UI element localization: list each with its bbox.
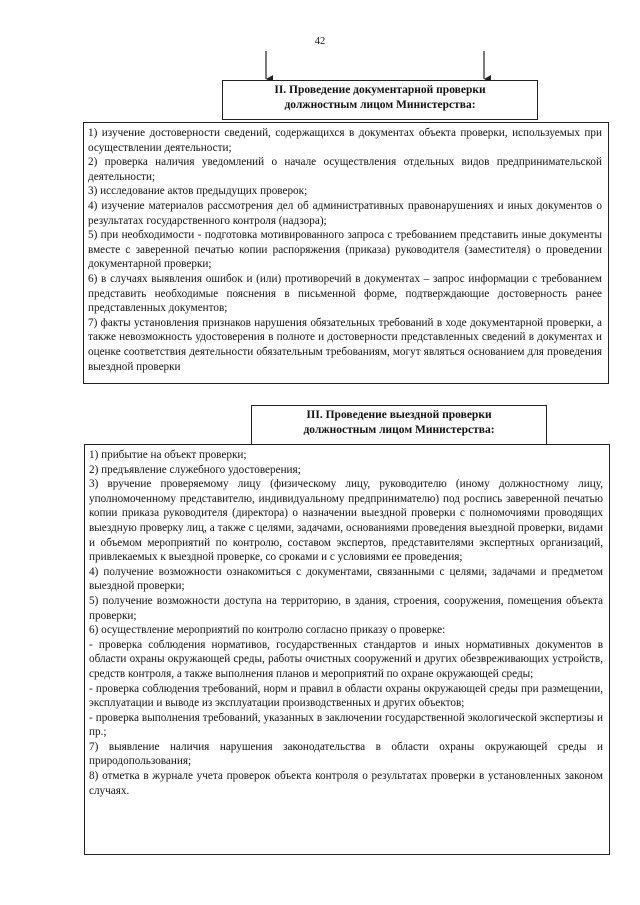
- section2-item: 3) исследование актов предыдущих проверок;: [88, 185, 308, 198]
- section2-item: 2) проверка наличия уведомлений о начале осуществления отдельных видов предпринимательской деятельности;: [88, 156, 602, 183]
- section2-item: 6) в случаях выявления ошибок и (или) противоречий в документах – запрос информации с требованием представить необходимые пояснения в письменной форме, подтверждающие достоверность ранее представленных документов;: [88, 272, 602, 315]
- section3-item: 1) прибытие на объект проверки;: [89, 449, 247, 461]
- section3-item: 8) отметка в журнале учета проверок объекта контроля о результатах проверки в установленных законом случаях.: [89, 770, 603, 797]
- section3-item: - проверка выполнения требований, указанных в заключении государственной экологической экспертизы и пр.;: [89, 711, 603, 739]
- section2-header: [222, 80, 538, 120]
- section2-item: 1) изучение достоверности сведений, содержащихся в документах объекта проверки, используемых при осуществлении деятельности;: [88, 127, 602, 154]
- section3-item: 3) вручение проверяемому лицу (физическому лицу, руководителю (иному должностному лицу, уполномоченному представителю, индивидуальному предпринимателю) под роспись заверенной печатью копии приказа руководителя (директора) о назначении выездной проверки с полномочиями проводящих выездную проверку лиц, а также с целями, задачами, основаниями проведения выездной проверки, видами и объемом мероприятий по контролю, составом экспертов, представителями экспертных организаций, привлекаемых к выездной проверке, со сроками и с условиями ее проведения;: [89, 478, 603, 564]
- section2-item: 7) факты установления признаков нарушения обязательных требований в ходе документарной проверки, а также невозможность удостоверения в полноте и достоверности представленных сведений в документах и оценке соответствия деятельности обязательным требованиям, могут являться основанием для проведения выездной проверки: [88, 316, 602, 373]
- section3-item: - проверка соблюдения требований, норм и правил в области охраны окружающей среды при размещении, эксплуатации и выводе из эксплуатации производственных и других объектов;: [89, 682, 603, 710]
- section3-item: 6) осуществление мероприятий по контролю согласно приказу о проверке:: [89, 624, 446, 637]
- section3-header-line2: должностным лицом Министерства:: [303, 424, 495, 436]
- section3-item: 4) получение возможности ознакомиться с документами, связанными с целями, задачами и предметом выездной проверки;: [89, 565, 603, 593]
- section3-header-line1: III. Проведение выездной проверки: [306, 409, 492, 421]
- section3-header: [251, 405, 547, 445]
- section2-item: 5) при необходимости - подготовка мотивированного запроса с требованием представить иные документы вместе с заверенной печатью копии распоряжения (приказа) руководителя (заместителя) о проведении документарной проверки;: [88, 229, 602, 271]
- section3-content: [84, 444, 610, 855]
- section2-content: [83, 122, 609, 384]
- section2-item: 4) изучение материалов рассмотрения дел об административных правонарушениях и иных документов о результатах государственного контроля (надзора);: [88, 199, 602, 227]
- page-number: 42: [314, 36, 326, 47]
- section3-item: - проверка соблюдения нормативов, государственных стандартов и иных нормативных документов в области охраны окружающей среды, работы очистных сооружений и других обезвреживающих устройств, средств контроля, а также выполнения планов и мероприятий по охране окружающей среды;: [89, 638, 603, 680]
- section3-item: 5) получение возможности доступа на территорию, в здания, строения, сооружения, помещения объекта проверки;: [89, 594, 603, 622]
- section3-item: 2) предъявление служебного удостоверения;: [89, 463, 301, 476]
- section2-header-line2: должностным лицом Министерства:: [284, 99, 476, 111]
- section2-header-line1: II. Проведение документарной проверки: [274, 84, 486, 96]
- section3-item: 7) выявление наличия нарушения законодательства в области охраны окружающей среды и природопользования;: [89, 740, 603, 768]
